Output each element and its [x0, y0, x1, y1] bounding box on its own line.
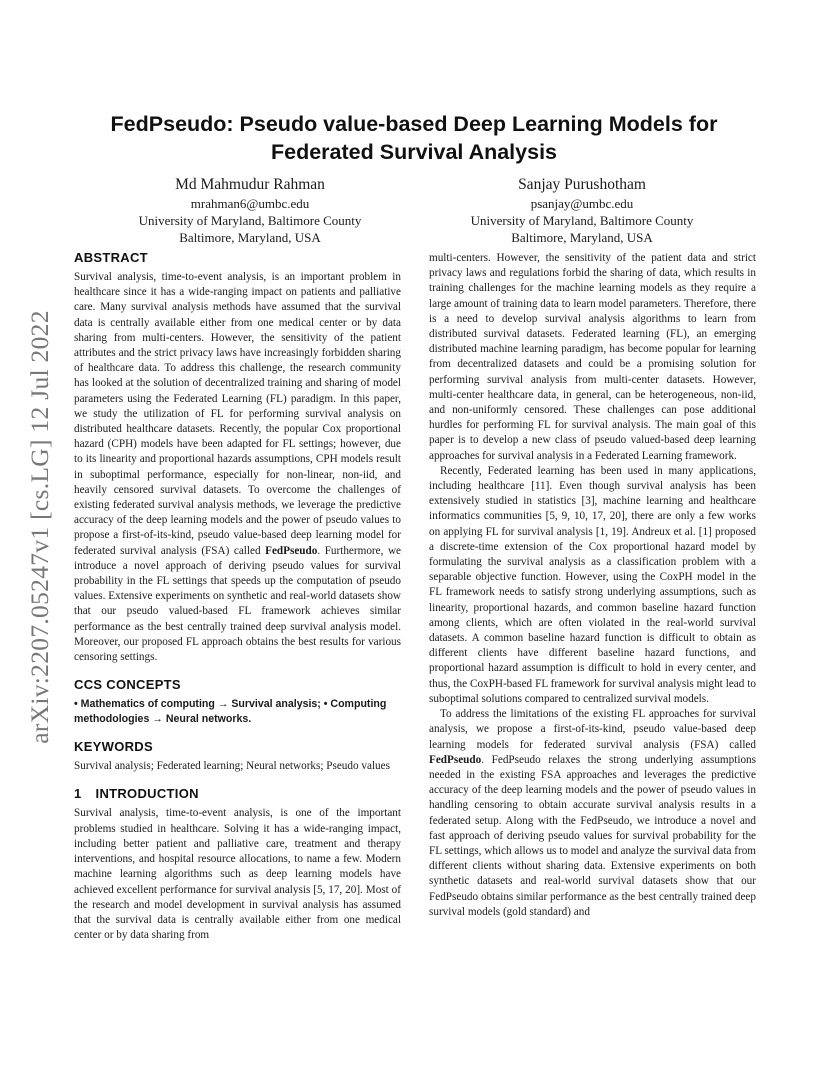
abstract-text: [74, 270, 401, 665]
author-email: mrahman6@umbc.edu: [190, 196, 310, 211]
intro-model-name: FedPseudo: [429, 753, 482, 766]
author-block-1: [80, 175, 420, 246]
intro-paragraph-4-part-1: To address the limitations of the existing FL approaches for survival analysis, we propose a first-of-its-kind, pseudo value-based deep learning models for federated survival analysis (FSA) called: [429, 708, 756, 751]
paper-title: [60, 110, 768, 166]
intro-paragraph-4: [429, 707, 756, 920]
author-affiliation: University of Maryland, Baltimore County: [470, 213, 694, 228]
section-number: 1: [74, 786, 82, 802]
author-email: psanjay@umbc.edu: [530, 196, 634, 211]
intro-paragraph-1: Survival analysis, time-to-event analysis, is one of the important problems studied in healthcare. Solving it has a wide-ranging impact, including better patient and palliative care, treatment and therapy interventions, and hospital resource allocations, to name a few. Modern machine learning algorithms such as deep learning models have achieved excellent performance for survival analysis [5, 17, 20]. Most of the research and model development in survival analysis has assumed that the survival data is centrally available either from one medical center or by data sharing from: [74, 807, 401, 942]
author-location: Baltimore, Maryland, USA: [511, 230, 653, 245]
keywords-heading: KEYWORDS: [74, 739, 153, 755]
author-affiliation: University of Maryland, Baltimore County: [138, 213, 362, 228]
right-column: [429, 251, 756, 920]
keywords-text: Survival analysis; Federated learning; Neural networks; Pseudo values: [74, 760, 390, 773]
left-column: [74, 250, 401, 943]
ccs-concepts: • Mathematics of computing → Survival analysis; • Computing methodologies → Neural networks.: [74, 698, 387, 726]
introduction-heading: [74, 786, 401, 802]
intro-paragraph-2: multi-centers. However, the sensitivity of the patient data and strict privacy laws and regulations forbid the sharing of data, which results in training challenges for the machine learning models as they require a large amount of training data to learn model parameters. Therefore, there is a need to develop survival analysis algorithms to learn from distributed survival datasets. Federated learning (FL), an emerging distributed machine learning paradigm, has become popular for learning from decentralized datasets and could be a promising solution for performing survival analysis from multi-center datasets. However, multi-center healthcare data, in general, can be heterogeneous, non-iid, and non-uniformly censored. These challenges can pose additional hurdles for performing FL for survival analysis. The main goal of this paper is to develop a new class of pseudo valued-based deep learning approaches for survival analysis in a Federated Learning framework.: [429, 252, 756, 462]
intro-paragraph-3: Recently, Federated learning has been used in many applications, including healthcare [11]. Even though survival analysis has been extensively studied in statistics [3], machine learning and healthcare informatics communities [5, 9, 10, 17, 20], there are only a few works on applying FL for survival analysis [1, 19]. Andreux et al. [1] proposed a discrete-time extension of the Cox proportional hazard model by formulating the survival analysis as a classification problem with a separable objective function. However, using the CoxPH model in the FL framework needs to satisfy strong underlying assumptions, such as linearity, proportional hazards, and common baseline hazard function among clients, which are often violated in the real-world survival datasets. A common baseline hazard function is difficult to obtain as different clients have different baseline hazard functions, and proportional hazard assumption is difficult to hold in every center, and thus, the CoxPH-based FL framework for survival analysis might lead to suboptimal solutions compared to centralized survival models.: [429, 464, 756, 705]
author-block-2: [412, 175, 752, 246]
abstract-heading: ABSTRACT: [74, 250, 148, 265]
intro-paragraph-4-part-2: . FedPseudo relaxes the strong underlying assumptions needed in the existing FSA approaches and leverages the predictive accuracy of the deep learning models and the power of pseudo values in handling censoring to obtain accurate survival analysis results in a federated setup. Along with the FedPseudo, we introduce a novel and fast approach of deriving pseudo values for survival probability for the FL settings, which allows us to model and analyze the survival data from different clients without sharing data. Extensive experiments on both synthetic datasets and real-world survival datasets show that our FedPseudo obtains similar performance as the best centrally trained deep survival models (gold standard) and: [429, 753, 756, 918]
arxiv-stamp-text: arXiv:2207.05247v1 [cs.LG] 12 Jul 2022: [25, 310, 54, 744]
abstract-model-name: FedPseudo: [265, 544, 318, 557]
abstract-text-part-1: Survival analysis, time-to-event analysis, is an important problem in healthcare since it has a wide-ranging impact on patients and palliative care. Many survival analysis methods have assumed that the survival data is centrally available either from one medical center or by data sharing from multi-centers. However, the sensitivity of the patient attributes and the strict privacy laws have increasingly forbidden sharing of healthcare data. To address this challenge, the research community has looked at the solution of decentralized training and sharing of model parameters using the Federated Learning (FL) paradigm. In this paper, we study the utilization of FL for performing survival analysis on distributed healthcare datasets. Recently, the popular Cox proportional hazard (CPH) models have been adapted for FL settings; however, due to its linearity and proportional hazards assumptions, CPH models result in suboptimal performance, especially for non-linear, non-iid, and heavily censored survival datasets. To overcome the challenges of existing federated survival analysis methods, we leverage the predictive accuracy of the deep learning models and the power of pseudo values to propose a first-of-its-kind, pseudo value-based deep learning model for federated survival analysis (FSA) called: [74, 271, 401, 557]
author-name: Sanjay Purushotham: [518, 176, 646, 193]
ccs-heading: CCS CONCEPTS: [74, 677, 181, 693]
section-title: INTRODUCTION: [95, 786, 199, 802]
author-name: Md Mahmudur Rahman: [175, 176, 325, 193]
author-location: Baltimore, Maryland, USA: [179, 230, 321, 245]
arxiv-stamp: [22, 296, 58, 758]
abstract-text-part-2: . Furthermore, we introduce a novel approach of deriving pseudo values for survival probability in the FL settings that speeds up the computation of pseudo values. Extensive experiments on synthetic and real-world datasets show that our pseudo valued-based FL framework achieves similar performance as the best centrally trained deep survival analysis model. Moreover, our proposed FL approach obtains the best results for various censoring settings.: [74, 544, 401, 664]
title-line-2: Federated Survival Analysis: [271, 140, 557, 164]
title-line-1: FedPseudo: Pseudo value-based Deep Learning Models for: [110, 112, 718, 136]
